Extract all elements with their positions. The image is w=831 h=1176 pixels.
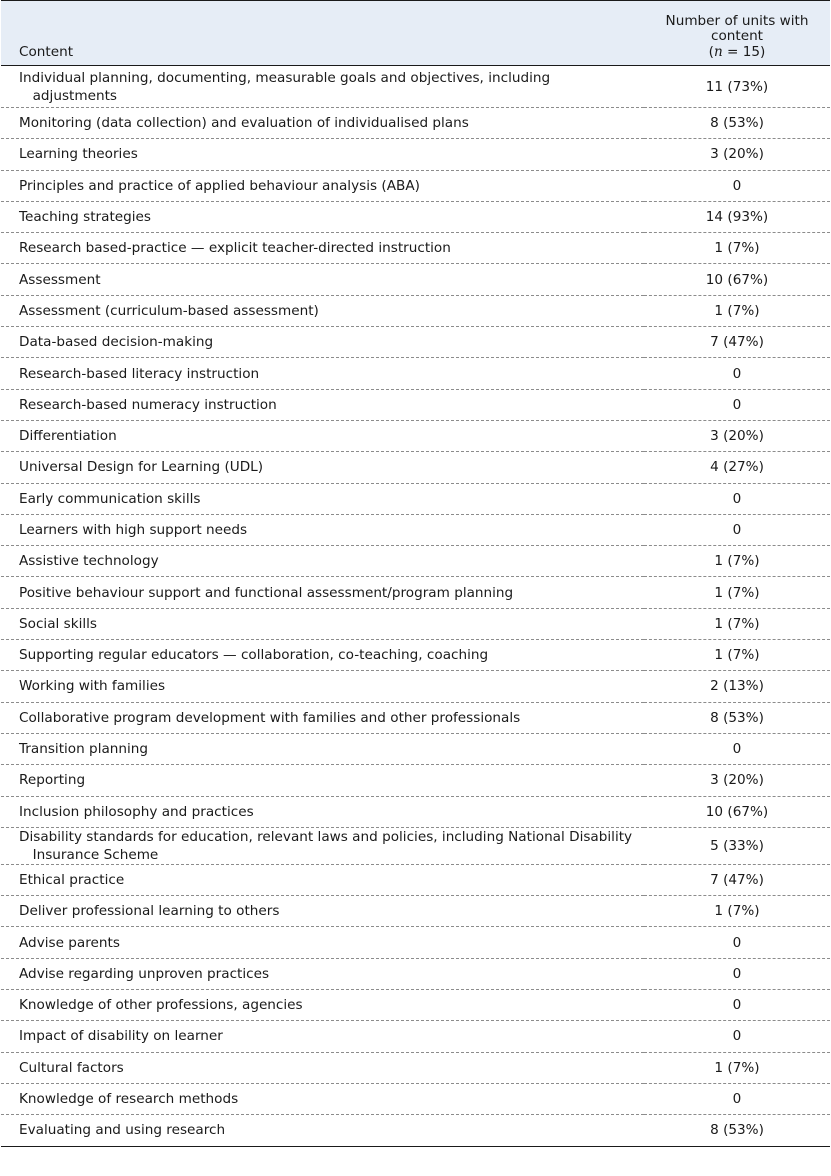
- content-label: Research-based literacy instruction: [19, 365, 260, 382]
- cell-count: 5 (33%): [644, 827, 830, 864]
- content-label: Teaching strategies: [19, 209, 151, 226]
- content-label: Impact of disability on learner: [19, 1028, 223, 1045]
- content-label: Reporting: [19, 772, 86, 789]
- cell-count: 1 (7%): [644, 608, 830, 639]
- content-label: Social skills: [19, 615, 97, 632]
- table-row: [1, 827, 830, 864]
- content-label: Research based-practice — explicit teacher-directed instruction: [19, 240, 451, 257]
- cell-count: 8 (53%): [644, 108, 830, 139]
- content-label: Data-based decision-making: [19, 334, 214, 351]
- content-label: Universal Design for Learning (UDL): [19, 459, 264, 476]
- content-label: Learning theories: [19, 146, 138, 163]
- cell-content: [1, 733, 644, 764]
- content-label: Supporting regular educators — collaboration, co-teaching, coaching: [19, 647, 489, 664]
- header-count-line2: content: [710, 28, 764, 44]
- content-label: Advise parents: [19, 934, 120, 951]
- content-label: Knowledge of research methods: [19, 1091, 239, 1108]
- cell-content: [1, 958, 644, 989]
- content-label: Ethical practice: [19, 871, 125, 888]
- table-row: [1, 577, 830, 608]
- cell-count: 0: [644, 1083, 830, 1114]
- table-row: [1, 139, 830, 170]
- cell-content: [1, 420, 644, 451]
- table-row: [1, 420, 830, 451]
- cell-count: 3 (20%): [644, 420, 830, 451]
- table-row: [1, 295, 830, 326]
- cell-content: [1, 577, 644, 608]
- content-label: Assistive technology: [19, 553, 159, 570]
- table-row: [1, 170, 830, 201]
- cell-content: [1, 608, 644, 639]
- content-label: Disability standards for education, relevant laws and policies, including National Disability Insurance Scheme: [19, 828, 633, 863]
- cell-count: 0: [644, 927, 830, 958]
- table-row: [1, 327, 830, 358]
- table-row: [1, 896, 830, 927]
- cell-content: [1, 1021, 644, 1052]
- cell-count: 1 (7%): [644, 233, 830, 264]
- cell-content: [1, 864, 644, 895]
- cell-content: [1, 640, 644, 671]
- cell-count: 1 (7%): [644, 896, 830, 927]
- table-row: [1, 765, 830, 796]
- cell-count: 0: [644, 514, 830, 545]
- content-label: Positive behaviour support and functional assessment/program planning: [19, 584, 514, 601]
- cell-count: 0: [644, 1021, 830, 1052]
- content-label: Working with families: [19, 678, 166, 695]
- cell-content: [1, 702, 644, 733]
- table-row: [1, 796, 830, 827]
- cell-content: [1, 264, 644, 295]
- cell-content: [1, 514, 644, 545]
- content-units-table: [1, 0, 830, 1147]
- table-body: [1, 66, 830, 1147]
- cell-content: [1, 327, 644, 358]
- table-row: [1, 1083, 830, 1114]
- cell-content: [1, 671, 644, 702]
- content-label: Assessment: [19, 271, 101, 288]
- cell-content: [1, 170, 644, 201]
- cell-content: [1, 452, 644, 483]
- table-row: [1, 358, 830, 389]
- content-label: Cultural factors: [19, 1059, 124, 1076]
- cell-count: 1 (7%): [644, 577, 830, 608]
- cell-content: [1, 896, 644, 927]
- cell-content: [1, 389, 644, 420]
- table-row: [1, 1021, 830, 1052]
- cell-count: 1 (7%): [644, 546, 830, 577]
- cell-count: 0: [644, 733, 830, 764]
- content-label: Early communication skills: [19, 490, 201, 507]
- table-row: [1, 452, 830, 483]
- cell-count: 7 (47%): [644, 327, 830, 358]
- header-count-n-open: (: [708, 43, 714, 60]
- content-label: Inclusion philosophy and practices: [19, 803, 254, 820]
- cell-count: 3 (20%): [644, 765, 830, 796]
- cell-content: [1, 927, 644, 958]
- table-row: [1, 66, 830, 108]
- table-row: [1, 702, 830, 733]
- cell-count: 4 (27%): [644, 452, 830, 483]
- cell-count: 0: [644, 358, 830, 389]
- cell-content: [1, 295, 644, 326]
- cell-count: 0: [644, 990, 830, 1021]
- table-row: [1, 990, 830, 1021]
- table-row: [1, 264, 830, 295]
- content-label: Advise regarding unproven practices: [19, 965, 270, 982]
- header-count-n: [709, 44, 766, 60]
- cell-content: [1, 765, 644, 796]
- cell-content: [1, 990, 644, 1021]
- cell-content: [1, 1052, 644, 1083]
- cell-count: 8 (53%): [644, 1115, 830, 1146]
- table-row: [1, 108, 830, 139]
- content-label: Evaluating and using research: [19, 1122, 226, 1139]
- header-count-n-rest: = 15): [722, 43, 766, 60]
- header-content: Content: [1, 1, 644, 66]
- content-label: Knowledge of other professions, agencies: [19, 997, 303, 1014]
- cell-content: [1, 66, 644, 108]
- cell-content: [1, 827, 644, 864]
- header-count: [644, 1, 830, 66]
- cell-content: [1, 546, 644, 577]
- cell-count: 14 (93%): [644, 201, 830, 232]
- table-header: [1, 1, 830, 66]
- content-label: Research-based numeracy instruction: [19, 396, 277, 413]
- cell-content: [1, 483, 644, 514]
- cell-count: 8 (53%): [644, 702, 830, 733]
- cell-content: [1, 796, 644, 827]
- cell-count: 3 (20%): [644, 139, 830, 170]
- table-row: [1, 483, 830, 514]
- table-row: [1, 1115, 830, 1146]
- table-row: [1, 927, 830, 958]
- cell-count: 10 (67%): [644, 264, 830, 295]
- cell-content: [1, 233, 644, 264]
- cell-count: 10 (67%): [644, 796, 830, 827]
- cell-content: [1, 1115, 644, 1146]
- content-label: Collaborative program development with families and other professionals: [19, 709, 521, 726]
- table-row: [1, 733, 830, 764]
- header-count-line1: Number of units with: [665, 12, 809, 29]
- cell-content: [1, 108, 644, 139]
- table-row: [1, 864, 830, 895]
- cell-count: 0: [644, 389, 830, 420]
- table-row: [1, 671, 830, 702]
- cell-content: [1, 358, 644, 389]
- cell-count: 11 (73%): [644, 66, 830, 108]
- header-count-n-var: n: [713, 43, 723, 60]
- cell-count: 0: [644, 958, 830, 989]
- content-label: Individual planning, documenting, measurable goals and objectives, including adjustments: [19, 69, 551, 104]
- table-row: [1, 201, 830, 232]
- cell-count: 0: [644, 483, 830, 514]
- table-row: [1, 1052, 830, 1083]
- table-row: [1, 958, 830, 989]
- cell-count: 7 (47%): [644, 864, 830, 895]
- content-label: Monitoring (data collection) and evaluation of individualised plans: [19, 115, 469, 132]
- content-label: Principles and practice of applied behaviour analysis (ABA): [19, 177, 420, 194]
- cell-count: 1 (7%): [644, 640, 830, 671]
- cell-count: 0: [644, 170, 830, 201]
- table-row: [1, 389, 830, 420]
- table-row: [1, 640, 830, 671]
- header-row: [1, 1, 830, 66]
- table-row: [1, 608, 830, 639]
- content-label: Deliver professional learning to others: [19, 903, 280, 920]
- table-row: [1, 233, 830, 264]
- cell-count: 1 (7%): [644, 1052, 830, 1083]
- cell-content: [1, 1083, 644, 1114]
- content-label: Transition planning: [19, 741, 149, 758]
- cell-count: 1 (7%): [644, 295, 830, 326]
- cell-count: 2 (13%): [644, 671, 830, 702]
- content-label: Differentiation: [19, 428, 117, 445]
- table-row: [1, 546, 830, 577]
- cell-content: [1, 201, 644, 232]
- content-label: Learners with high support needs: [19, 522, 248, 538]
- content-label: Assessment (curriculum-based assessment): [19, 302, 319, 319]
- cell-content: [1, 139, 644, 170]
- table-row: [1, 514, 830, 545]
